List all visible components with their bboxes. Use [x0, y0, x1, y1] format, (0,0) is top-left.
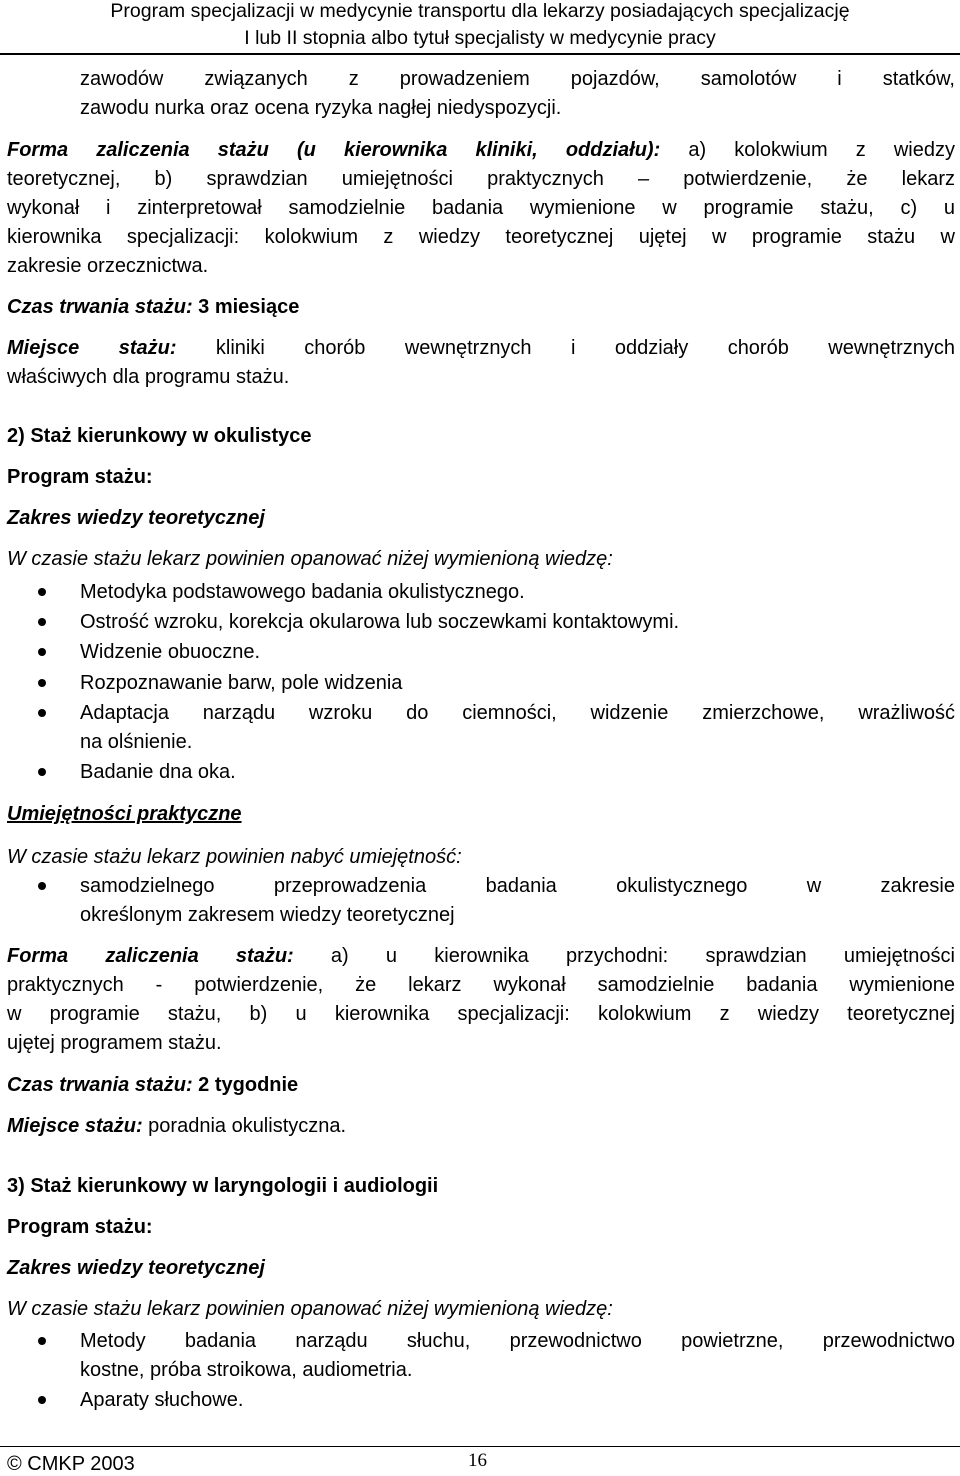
- sec1-miejsce-line-2: właściwych dla programu stażu.: [7, 366, 290, 388]
- running-header-line-2: I lub II stopnia albo tytuł specjalisty w medycynie pracy: [244, 27, 716, 49]
- sec1-czas: [7, 295, 955, 319]
- list-item: Ostrość wzroku, korekcja okularowa lub soczewkami kontaktowymi.: [80, 611, 680, 633]
- sec3-program-label: Program stażu:: [7, 1216, 153, 1238]
- footer-rule: [0, 1446, 960, 1447]
- list-item-continuation: na olśnienie.: [80, 731, 193, 753]
- sec2-czas-value: 2 tygodnie: [192, 1074, 299, 1096]
- sec2-miejsce: [7, 1114, 955, 1138]
- bullet-icon: [38, 768, 46, 776]
- page-number: 16: [468, 1450, 487, 1471]
- sec3-wiedza-intro: W czasie stażu lekarz powinien opanować niżej wymienioną wiedzę:: [7, 1298, 613, 1320]
- sec2-umiejetnosci-intro: W czasie stażu lekarz powinien nabyć umiejętność:: [7, 846, 462, 868]
- list-item-continuation: kostne, próba stroikowa, audiometria.: [80, 1359, 413, 1381]
- sec2-czas-label: Czas trwania stażu:: [7, 1074, 193, 1096]
- footer-copyright: © CMKP 2003: [7, 1453, 135, 1475]
- bullet-icon: [38, 618, 46, 626]
- sec1-forma-line-4: kierownika specjalizacji: kolokwium z wiedzy teoretycznej ujętej w programie stażu w: [7, 226, 955, 248]
- list-item: Rozpoznawanie barw, pole widzenia: [80, 672, 403, 694]
- sec1-miejsce-line-1: [7, 336, 955, 360]
- sec2-forma-text-1: a) u kierownika przychodni: sprawdzian umiejętności: [293, 945, 955, 967]
- sec2-forma-line-4: ujętej programem stażu.: [7, 1032, 222, 1054]
- bullet-icon: [38, 709, 46, 717]
- sec1-miejsce-label: Miejsce stażu:: [7, 337, 177, 359]
- bullet-icon: [38, 1337, 46, 1345]
- sec2-program-label: Program stażu:: [7, 466, 153, 488]
- running-header-line-1: Program specjalizacji w medycynie transportu dla lekarzy posiadających specjalizację: [110, 0, 850, 22]
- sec2-title: 2) Staż kierunkowy w okulistyce: [7, 425, 312, 447]
- header-rule: [0, 53, 960, 55]
- list-item: Metody badania narządu słuchu, przewodnictwo powietrzne, przewodnictwo: [80, 1330, 955, 1352]
- list-item: Badanie dna oka.: [80, 761, 236, 783]
- sec2-miejsce-label: Miejsce stażu:: [7, 1115, 143, 1137]
- sec1-forma-text-1: a) kolokwium z wiedzy: [660, 139, 955, 161]
- bullet-icon: [38, 679, 46, 687]
- bullet-icon: [38, 1396, 46, 1404]
- sec2-forma-line-1: [7, 944, 955, 968]
- sec3-zakres-label: Zakres wiedzy teoretycznej: [7, 1257, 265, 1279]
- intro-line-1: zawodów związanych z prowadzeniem pojazdów, samolotów i statków,: [80, 68, 955, 90]
- list-item-continuation: określonym zakresem wiedzy teoretycznej: [80, 904, 455, 926]
- list-item: Aparaty słuchowe.: [80, 1389, 244, 1411]
- sec1-forma-line-2: teoretycznej, b) sprawdzian umiejętności praktycznych – potwierdzenie, że lekarz: [7, 168, 955, 190]
- sec1-forma-line-3: wykonał i zinterpretował samodzielnie badania wymienione w programie stażu, c) u: [7, 197, 955, 219]
- sec1-czas-value: 3 miesiące: [192, 296, 300, 318]
- list-item: Widzenie obuoczne.: [80, 641, 261, 663]
- sec1-miejsce-text-1: kliniki chorób wewnętrznych i oddziały chorób wewnętrznych: [176, 337, 955, 359]
- sec2-zakres-label: Zakres wiedzy teoretycznej: [7, 507, 265, 529]
- sec2-forma-line-2: praktycznych - potwierdzenie, że lekarz wykonał samodzielnie badania wymienione: [7, 974, 955, 996]
- bullet-icon: [38, 648, 46, 656]
- sec2-wiedza-intro: W czasie stażu lekarz powinien opanować niżej wymienioną wiedzę:: [7, 548, 613, 570]
- sec1-czas-label: Czas trwania stażu:: [7, 296, 193, 318]
- sec2-umiejetnosci-label: Umiejętności praktyczne: [7, 803, 242, 825]
- sec1-forma-line-5: zakresie orzecznictwa.: [7, 255, 209, 277]
- list-item: Adaptacja narządu wzroku do ciemności, widzenie zmierzchowe, wrażliwość: [80, 702, 955, 724]
- sec2-forma-line-3: w programie stażu, b) u kierownika specjalizacji: kolokwium z wiedzy teoretycznej: [7, 1003, 955, 1025]
- list-item: samodzielnego przeprowadzenia badania okulistycznego w zakresie: [80, 875, 955, 897]
- intro-line-2: zawodu nurka oraz ocena ryzyka nagłej niedyspozycji.: [80, 97, 562, 119]
- sec3-title: 3) Staż kierunkowy w laryngologii i audiologii: [7, 1175, 439, 1197]
- list-item: Metodyka podstawowego badania okulistycznego.: [80, 581, 525, 603]
- sec2-czas: [7, 1073, 955, 1097]
- sec1-forma-line-1: [7, 138, 955, 162]
- sec1-forma-label: Forma zaliczenia stażu (u kierownika kliniki, oddziału):: [7, 139, 661, 161]
- sec2-miejsce-value: poradnia okulistyczna.: [142, 1115, 347, 1137]
- bullet-icon: [38, 882, 46, 890]
- sec2-forma-label: Forma zaliczenia stażu:: [7, 945, 294, 967]
- bullet-icon: [38, 588, 46, 596]
